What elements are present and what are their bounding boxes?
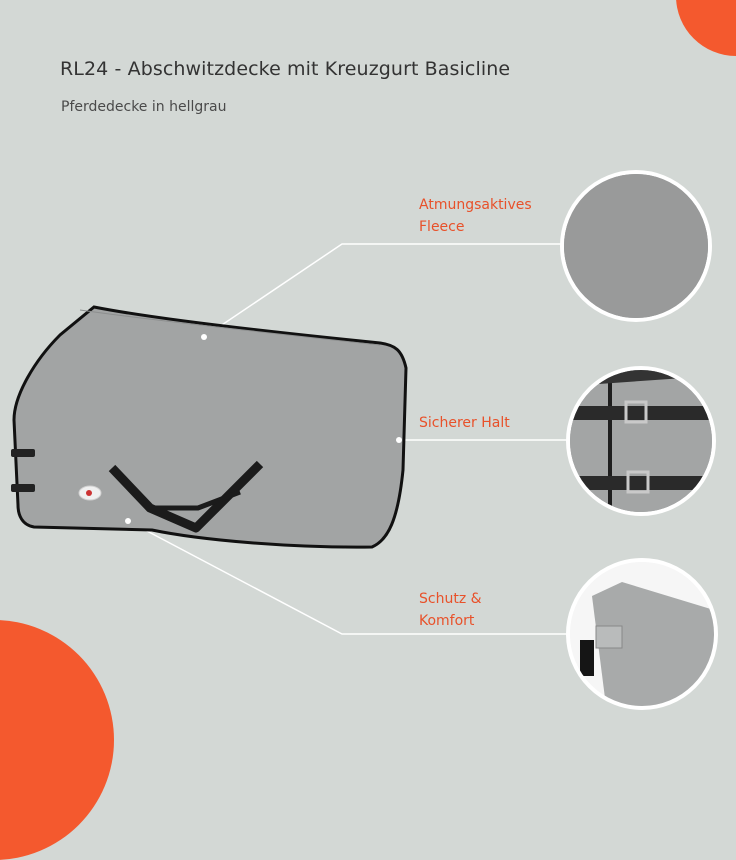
leader-dot-fleece: [201, 334, 207, 340]
leader-dot-halt: [396, 437, 402, 443]
leader-line-fleece: [204, 244, 564, 337]
horse-blanket-image: [11, 307, 406, 547]
buckle-detail-image: [566, 366, 716, 516]
edge-detail-image: [566, 558, 718, 710]
feature-label-halt: Sicherer Halt: [419, 415, 510, 431]
feature-label-fleece: Atmungsaktives Fleece: [419, 197, 532, 235]
feature-label-komfort: Schutz & Komfort: [419, 591, 482, 629]
product-title: RL24 - Abschwitzdecke mit Kreuzgurt Basicline: [60, 58, 511, 80]
product-subtitle: Pferdedecke in hellgrau: [61, 99, 227, 115]
fleece-detail-image: [560, 170, 712, 322]
leader-dot-komfort: [125, 518, 131, 524]
